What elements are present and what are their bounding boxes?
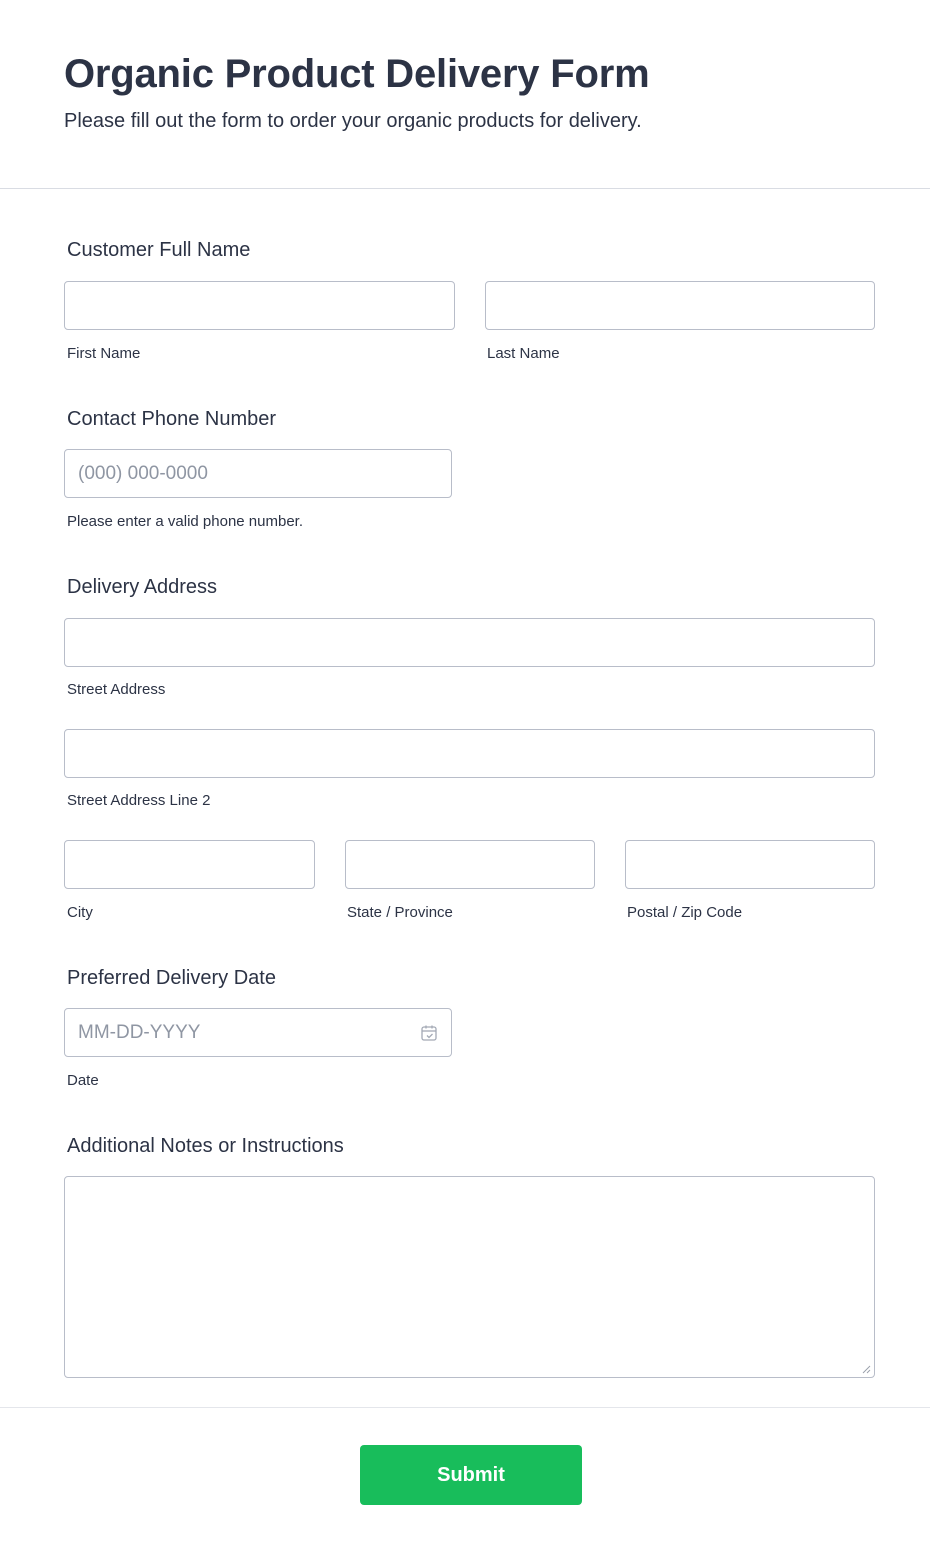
state-input[interactable] (345, 840, 595, 889)
last-name-input[interactable] (485, 281, 875, 330)
street-address-line2-sublabel: Street Address Line 2 (67, 792, 211, 809)
street-address-line2-input[interactable] (64, 729, 875, 778)
calendar-icon[interactable] (420, 1024, 438, 1042)
date-placeholder: MM-DD-YYYY (78, 1022, 201, 1043)
page-subtitle: Please fill out the form to order your organic products for delivery. (64, 110, 642, 132)
phone-placeholder: (000) 000-0000 (78, 463, 208, 484)
resize-handle-icon[interactable] (861, 1364, 871, 1374)
page-title: Organic Product Delivery Form (64, 52, 650, 96)
phone-label: Contact Phone Number (67, 408, 277, 430)
state-sublabel: State / Province (347, 904, 453, 921)
customer-name-label: Customer Full Name (67, 239, 251, 261)
first-name-sublabel: First Name (67, 345, 141, 362)
street-address-input[interactable] (64, 618, 875, 667)
phone-input[interactable] (64, 449, 452, 498)
submit-button[interactable]: Submit (360, 1445, 582, 1505)
notes-textarea[interactable] (64, 1176, 875, 1378)
date-sublabel: Date (67, 1072, 99, 1089)
form-header (0, 0, 930, 189)
delivery-date-input[interactable] (64, 1008, 452, 1057)
last-name-sublabel: Last Name (487, 345, 560, 362)
city-sublabel: City (67, 904, 93, 921)
zip-input[interactable] (625, 840, 875, 889)
delivery-date-label: Preferred Delivery Date (67, 967, 276, 989)
first-name-input[interactable] (64, 281, 455, 330)
zip-sublabel: Postal / Zip Code (627, 904, 743, 921)
footer-divider (0, 1407, 930, 1408)
street-address-sublabel: Street Address (67, 681, 166, 698)
phone-hint: Please enter a valid phone number. (67, 513, 303, 530)
city-input[interactable] (64, 840, 315, 889)
notes-label: Additional Notes or Instructions (67, 1135, 344, 1157)
delivery-address-label: Delivery Address (67, 576, 218, 598)
